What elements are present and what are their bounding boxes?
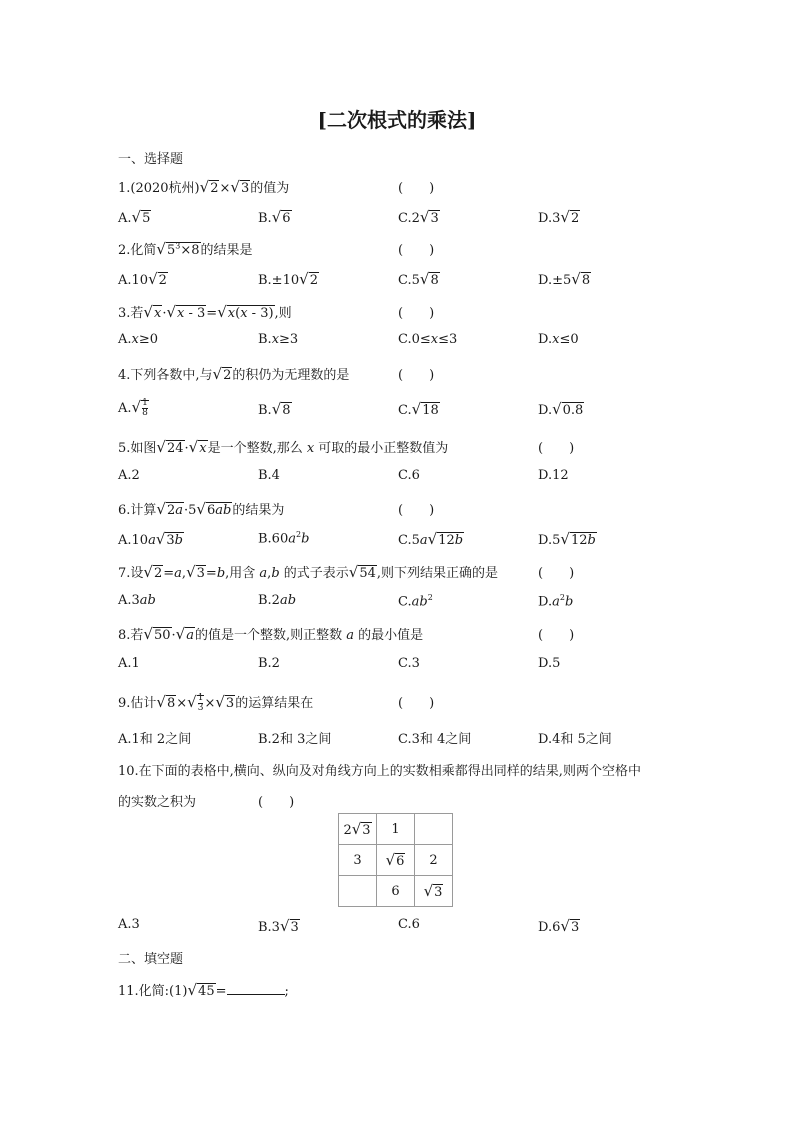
option-a: A.2 [118, 468, 140, 483]
answer-paren: ( ) [398, 696, 435, 711]
option-c: C.0≤x≤3 [398, 332, 458, 347]
magic-square-table [338, 813, 453, 907]
question-10-line1: 10.在下面的表格中,横向、纵向及对角线方向上的实数相乘都得出同样的结果,则两个空格中 [118, 764, 641, 779]
table-cell: 6 [377, 876, 415, 907]
option-b: B.2ab [258, 593, 297, 608]
question-9: 9.估计√8×√ $\frac{1}{3}\times√3$的运算结果在 [118, 693, 314, 713]
section-fill-in: 二、填空题 [118, 952, 184, 967]
option-b: B.3√3 [258, 917, 299, 935]
question-7: 7.设√2=a,√3=b,用含 a,b 的式子表示√54,则下列结果正确的是 [118, 563, 499, 581]
answer-paren: ( ) [538, 566, 575, 581]
option-d: D.5 [538, 656, 561, 671]
page-title: [二次根式的乘法] [317, 108, 477, 132]
option-b: B.±10√2 [258, 270, 318, 288]
option-c: C.√18 [398, 400, 439, 418]
option-b: B.4 [258, 468, 280, 483]
option-c: C.5√8 [398, 270, 439, 288]
option-c: C.2√3 [398, 208, 439, 226]
question-4: 4.下列各数中,与√2的积仍为无理数的是 [118, 365, 350, 383]
answer-paren: ( ) [398, 181, 435, 196]
option-d: D.5√12b [538, 530, 596, 548]
option-b: B.√6 [258, 208, 291, 226]
option-d: D.12 [538, 468, 569, 483]
question-2: 2.化简$√5^3\times 8$的结果是 [118, 240, 253, 258]
option-a: A.x≥0 [118, 332, 159, 347]
option-d: D.x≤0 [538, 332, 579, 347]
option-d: D.3√2 [538, 208, 580, 226]
option-d: $D.a^2b$ [538, 593, 574, 610]
option-a: A.1 [118, 656, 140, 671]
option-a: A.10a√3b [118, 530, 183, 548]
option-c: C.5a√12b [398, 530, 464, 548]
table-cell: √6 [377, 845, 415, 876]
table-cell: √3 [415, 876, 453, 907]
option-a: A.√5 [118, 208, 151, 226]
option-a: A.3ab [118, 593, 156, 608]
answer-paren: ( ) [538, 441, 575, 456]
answer-paren: ( ) [398, 306, 435, 321]
option-c: C.3 [398, 656, 420, 671]
question-5: 5.如图√24·√x是一个整数,那么 x 可取的最小正整数值为 [118, 438, 449, 456]
answer-blank[interactable] [227, 982, 285, 995]
answer-paren: ( ) [398, 243, 435, 258]
option-b: B.2 [258, 656, 280, 671]
answer-paren: ( ) [258, 795, 295, 810]
question-3: 3.若√x·√x - 3=√x(x - 3),则 [118, 303, 292, 321]
option-a: A.√ $\frac{1}{8}$ [118, 398, 148, 418]
option-c: C.6 [398, 917, 420, 932]
table-cell-blank [339, 876, 377, 907]
answer-paren: ( ) [398, 368, 435, 383]
table-cell: 2√3 [339, 814, 377, 845]
option-a: A.1和 2之间 [118, 732, 192, 747]
option-c: C.3和 4之间 [398, 732, 472, 747]
question-11: 11.化简:(1)√45= ; [118, 981, 289, 999]
option-b: B.√8 [258, 400, 291, 418]
option-d: D.4和 5之间 [538, 732, 612, 747]
table-cell: 3 [339, 845, 377, 876]
table-cell-blank [415, 814, 453, 845]
option-a: A.3 [118, 917, 140, 932]
answer-paren: ( ) [398, 503, 435, 518]
option-b: B.x≥3 [258, 332, 299, 347]
question-6: 6.计算√2a·5√6ab的结果为 [118, 500, 285, 518]
table-cell: 1 [377, 814, 415, 845]
option-d: D.6√3 [538, 917, 580, 935]
option-d: D.√0.8 [538, 400, 584, 418]
option-b: B.2和 3之间 [258, 732, 332, 747]
section-choice: 一、选择题 [118, 152, 184, 167]
option-c: C.6 [398, 468, 420, 483]
option-b: $B.60a^2b$ [258, 530, 310, 547]
answer-paren: ( ) [538, 628, 575, 643]
option-a: A.10√2 [118, 270, 167, 288]
question-1: 1.(2020杭州)√2×√3的值为 [118, 178, 290, 196]
question-10-line2: 的实数之积为 [118, 795, 197, 810]
option-c: $C.ab^2$ [398, 593, 433, 610]
question-8: 8.若√50·√a的值是一个整数,则正整数 a 的最小值是 [118, 625, 424, 643]
table-cell: 2 [415, 845, 453, 876]
option-d: D.±5√8 [538, 270, 591, 288]
